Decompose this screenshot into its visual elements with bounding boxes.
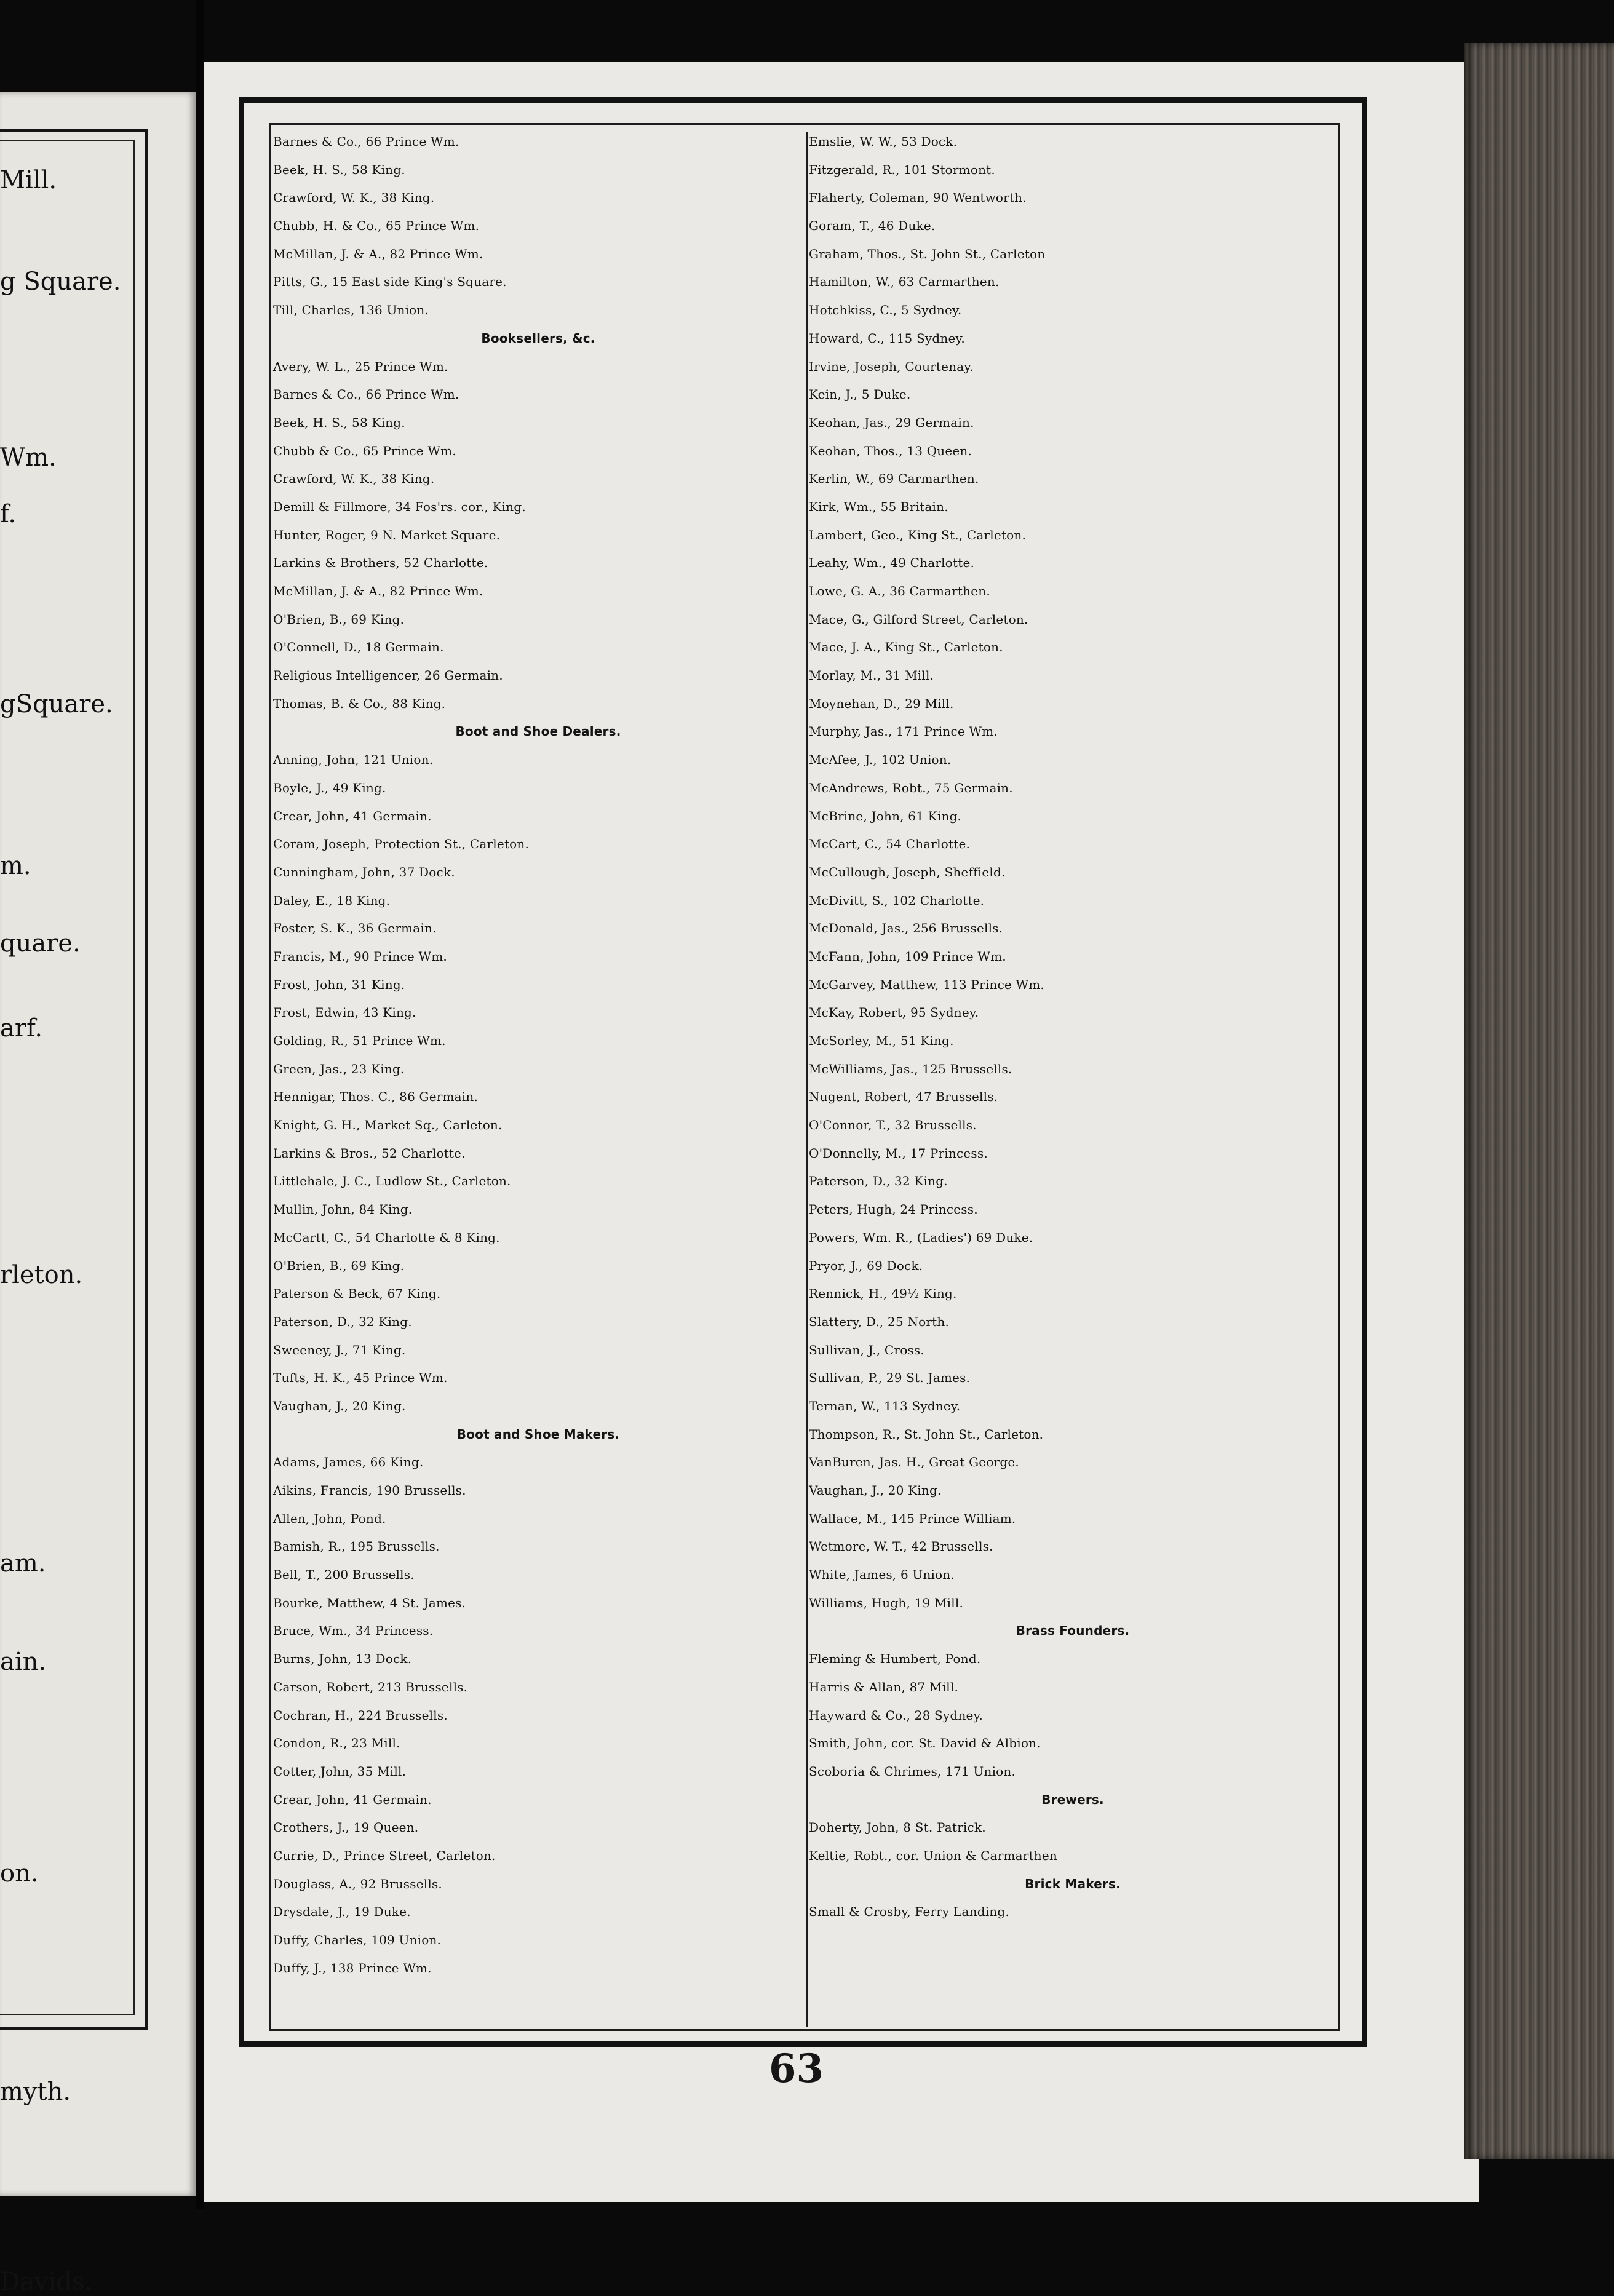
directory-entry: Knight, G. H., Market Sq., Carleton. [273,1118,503,1133]
directory-entry: Crawford, W. K., 38 King. [273,471,435,487]
book-gutter [196,0,204,2209]
directory-entry: Graham, Thos., St. John St., Carleton [809,246,1046,261]
directory-entry: McAndrews, Robt., 75 Germain. [809,780,1013,795]
directory-entry: Adams, James, 66 King. [273,1455,424,1470]
directory-entry: Frost, Edwin, 43 King. [273,1005,416,1020]
directory-entry: Sullivan, P., 29 St. James. [809,1370,971,1386]
directory-entry: McAfee, J., 102 Union. [809,752,952,768]
directory-entry: Sweeney, J., 71 King. [273,1342,406,1357]
facing-page-text-fragment: Davids. [0,2267,93,2296]
directory-entry: Vaughan, J., 20 King. [809,1483,942,1498]
directory-entry: Carson, Robert, 213 Brussells. [273,1679,468,1694]
directory-entry: Leahy, Wm., 49 Charlotte. [809,555,975,571]
facing-page-text-fragment: rleton. [0,1260,83,1289]
directory-entry: Moynehan, D., 29 Mill. [809,696,954,711]
directory-entry: Hotchkiss, C., 5 Sydney. [809,303,962,318]
directory-entry: Williams, Hugh, 19 Mill. [809,1595,964,1610]
directory-entry: Till, Charles, 136 Union. [273,303,429,318]
directory-entry: Small & Crosby, Ferry Landing. [809,1904,1009,1920]
directory-entry: McKay, Robert, 95 Sydney. [809,1005,979,1020]
directory-entry: Kirk, Wm., 55 Britain. [809,499,948,514]
directory-entry: Foster, S. K., 36 Germain. [273,921,437,936]
directory-entry: Powers, Wm. R., (Ladies') 69 Duke. [809,1229,1033,1245]
directory-entry: Cunningham, John, 37 Dock. [273,864,455,880]
directory-entry: Hunter, Roger, 9 N. Market Square. [273,527,501,542]
facing-page-text-fragment: m. [0,852,31,881]
directory-entry: Keltie, Robt., cor. Union & Carmarthen [809,1848,1057,1863]
directory-entry: Hamilton, W., 63 Carmarthen. [809,274,1000,290]
directory-entry: Littlehale, J. C., Ludlow St., Carleton. [273,1174,511,1189]
directory-entry: Chubb & Co., 65 Prince Wm. [273,443,456,458]
directory-entry: Harris & Allan, 87 Mill. [809,1679,959,1694]
directory-entry: Pryor, J., 69 Dock. [809,1258,923,1273]
directory-entry: Crothers, J., 19 Queen. [273,1820,419,1835]
facing-page-text-fragment: on. [0,1859,39,1888]
directory-entry: Crawford, W. K., 38 King. [273,190,435,205]
directory-entry: Paterson & Beck, 67 King. [273,1286,441,1301]
directory-entry: Cochran, H., 224 Brussells. [273,1707,448,1723]
directory-entry: Currie, D., Prince Street, Carleton. [273,1848,496,1863]
directory-entry: Irvine, Joseph, Courtenay. [809,359,974,374]
directory-entry: Murphy, Jas., 171 Prince Wm. [809,724,998,739]
directory-entry: Bruce, Wm., 34 Princess. [273,1623,434,1639]
directory-entry: Mace, G., Gilford Street, Carleton. [809,611,1028,627]
directory-entry: Sullivan, J., Cross. [809,1342,924,1357]
facing-page-text-fragment: f. [0,499,17,528]
facing-page-text-fragment: ain. [0,1648,47,1677]
directory-entry: Goram, T., 46 Duke. [809,218,936,234]
directory-entry: McDonald, Jas., 256 Brussells. [809,921,1003,936]
directory-entry: Avery, W. L., 25 Prince Wm. [273,359,448,374]
directory-entry: O'Brien, B., 69 King. [273,1258,405,1273]
directory-entry: Nugent, Robert, 47 Brussells. [809,1089,998,1105]
directory-entry: Wallace, M., 145 Prince William. [809,1511,1016,1526]
directory-entry: McCartt, C., 54 Charlotte & 8 King. [273,1229,500,1245]
directory-entry: Golding, R., 51 Prince Wm. [273,1033,446,1048]
directory-entry: O'Donnelly, M., 17 Princess. [809,1145,988,1161]
directory-entry: Beek, H. S., 58 King. [273,415,405,430]
directory-entry: O'Connor, T., 32 Brussells. [809,1118,977,1133]
directory-entry: Chubb, H. & Co., 65 Prince Wm. [273,218,480,234]
directory-entry: O'Brien, B., 69 King. [273,611,405,627]
directory-entry: Green, Jas., 23 King. [273,1061,405,1076]
directory-entry: Bamish, R., 195 Brussells. [273,1539,440,1554]
directory-entry: Doherty, John, 8 St. Patrick. [809,1820,986,1835]
directory-entry: O'Connell, D., 18 Germain. [273,640,444,655]
directory-entry: Keohan, Jas., 29 Germain. [809,415,974,430]
directory-entry: VanBuren, Jas. H., Great George. [809,1455,1019,1470]
directory-entry: Bourke, Matthew, 4 St. James. [273,1595,466,1610]
directory-entry: McFann, John, 109 Prince Wm. [809,948,1006,964]
directory-entry: Hayward & Co., 28 Sydney. [809,1707,983,1723]
column-divider [806,132,808,2027]
directory-entry: Francis, M., 90 Prince Wm. [273,948,447,964]
directory-entry: Mullin, John, 84 King. [273,1202,413,1217]
directory-entry: McDivitt, S., 102 Charlotte. [809,892,985,908]
directory-entry: Demill & Fillmore, 34 Fos'rs. cor., King. [273,499,526,514]
directory-entry: Paterson, D., 32 King. [273,1314,412,1329]
directory-entry: Drysdale, J., 19 Duke. [273,1904,411,1920]
directory-entry: Peters, Hugh, 24 Princess. [809,1202,978,1217]
directory-entry: Crear, John, 41 Germain. [273,808,432,824]
directory-entry: Coram, Joseph, Protection St., Carleton. [273,836,530,852]
directory-entry: Scoboria & Chrimes, 171 Union. [809,1763,1016,1779]
directory-entry: Frost, John, 31 King. [273,977,405,992]
directory-entry: Keohan, Thos., 13 Queen. [809,443,972,458]
facing-page-text-fragment: g Square. [0,268,121,296]
directory-entry: Howard, C., 115 Sydney. [809,330,965,346]
directory-entry: Thompson, R., St. John St., Carleton. [809,1426,1044,1442]
left-page [0,92,196,2296]
directory-column-left [273,128,803,1982]
directory-entry: Larkins & Brothers, 52 Charlotte. [273,555,488,571]
directory-entry: Slattery, D., 25 North. [809,1314,950,1329]
directory-entry: McCart, C., 54 Charlotte. [809,836,971,852]
directory-entry: Douglass, A., 92 Brussells. [273,1876,442,1891]
section-heading: Brass Founders. [1016,1623,1130,1639]
directory-entry: Boyle, J., 49 King. [273,780,386,795]
directory-entry: Duffy, Charles, 109 Union. [273,1933,442,1947]
section-heading: Booksellers, &c. [481,330,595,346]
directory-entry: White, James, 6 Union. [809,1567,955,1583]
section-heading: Brick Makers. [1025,1876,1121,1891]
directory-entry: Burns, John, 13 Dock. [273,1651,412,1667]
directory-entry: Bell, T., 200 Brussells. [273,1567,415,1583]
directory-entry: McSorley, M., 51 King. [809,1033,954,1048]
directory-entry: McCullough, Joseph, Sheffield. [809,864,1006,880]
directory-entry: Allen, John, Pond. [273,1511,386,1526]
facing-page-text-fragment: am. [0,1549,46,1578]
directory-entry: Barnes & Co., 66 Prince Wm. [273,134,459,149]
directory-entry: Daley, E., 18 King. [273,892,391,908]
directory-entry: Thomas, B. & Co., 88 King. [273,696,446,711]
directory-entry: McGarvey, Matthew, 113 Prince Wm. [809,977,1044,992]
directory-entry: Barnes & Co., 66 Prince Wm. [273,387,459,402]
directory-entry: Anning, John, 121 Union. [273,752,434,768]
directory-entry: Paterson, D., 32 King. [809,1174,948,1189]
facing-page-text-fragment: myth. [0,2077,71,2106]
directory-entry: McMillan, J. & A., 82 Prince Wm. [273,246,483,261]
directory-entry: Beek, H. S., 58 King. [273,162,405,177]
left-page-frame-inner [0,140,135,2015]
section-heading: Boot and Shoe Makers. [456,1426,620,1442]
facing-page-text-fragment: quare. [0,929,81,958]
directory-entry: Morlay, M., 31 Mill. [809,668,934,683]
directory-entry: Emslie, W. W., 53 Dock. [809,134,958,149]
directory-entry: Ternan, W., 113 Sydney. [809,1398,961,1413]
directory-entry: Kerlin, W., 69 Carmarthen. [809,471,979,487]
facing-page-text-fragment: arf. [0,1014,43,1043]
directory-entry: McBrine, John, 61 King. [809,808,962,824]
facing-page-text-fragment: Mill. [0,166,57,195]
directory-entry: Pitts, G., 15 East side King's Square. [273,274,507,290]
directory-entry: Kein, J., 5 Duke. [809,387,911,402]
directory-entry: Mace, J. A., King St., Carleton. [809,640,1003,655]
directory-entry: Flaherty, Coleman, 90 Wentworth. [809,190,1027,205]
directory-column-right [809,128,1337,1926]
facing-page-text-fragment: gSquare. [0,690,113,719]
facing-page-text-fragment: Wm. [0,443,57,472]
directory-entry: Religious Intelligencer, 26 Germain. [273,668,503,683]
directory-entry: McWilliams, Jas., 125 Brussells. [809,1061,1012,1076]
directory-entry: Larkins & Bros., 52 Charlotte. [273,1145,466,1161]
directory-entry: Fleming & Humbert, Pond. [809,1651,981,1667]
page-edges [1464,43,1614,2159]
section-heading: Brewers. [1041,1792,1104,1807]
directory-entry: Vaughan, J., 20 King. [273,1398,406,1413]
directory-entry: Hennigar, Thos. C., 86 Germain. [273,1089,479,1105]
directory-entry: Fitzgerald, R., 101 Stormont. [809,162,995,177]
directory-entry: Aikins, Francis, 190 Brussells. [273,1483,466,1498]
page-number: 63 [769,2046,824,2092]
directory-entry: Rennick, H., 49½ King. [809,1286,957,1301]
directory-entry: Cotter, John, 35 Mill. [273,1763,407,1779]
directory-entry: Crear, John, 41 Germain. [273,1792,432,1807]
directory-entry: Smith, John, cor. St. David & Albion. [809,1736,1041,1751]
directory-entry: Lowe, G. A., 36 Carmarthen. [809,584,990,598]
directory-entry: Duffy, J., 138 Prince Wm. [273,1960,432,1976]
directory-entry: McMillan, J. & A., 82 Prince Wm. [273,584,483,598]
directory-entry: Wetmore, W. T., 42 Brussells. [809,1539,993,1554]
directory-entry: Tufts, H. K., 45 Prince Wm. [273,1370,448,1386]
section-heading: Boot and Shoe Dealers. [455,724,621,739]
directory-entry: Condon, R., 23 Mill. [273,1736,400,1751]
directory-entry: Lambert, Geo., King St., Carleton. [809,527,1027,542]
